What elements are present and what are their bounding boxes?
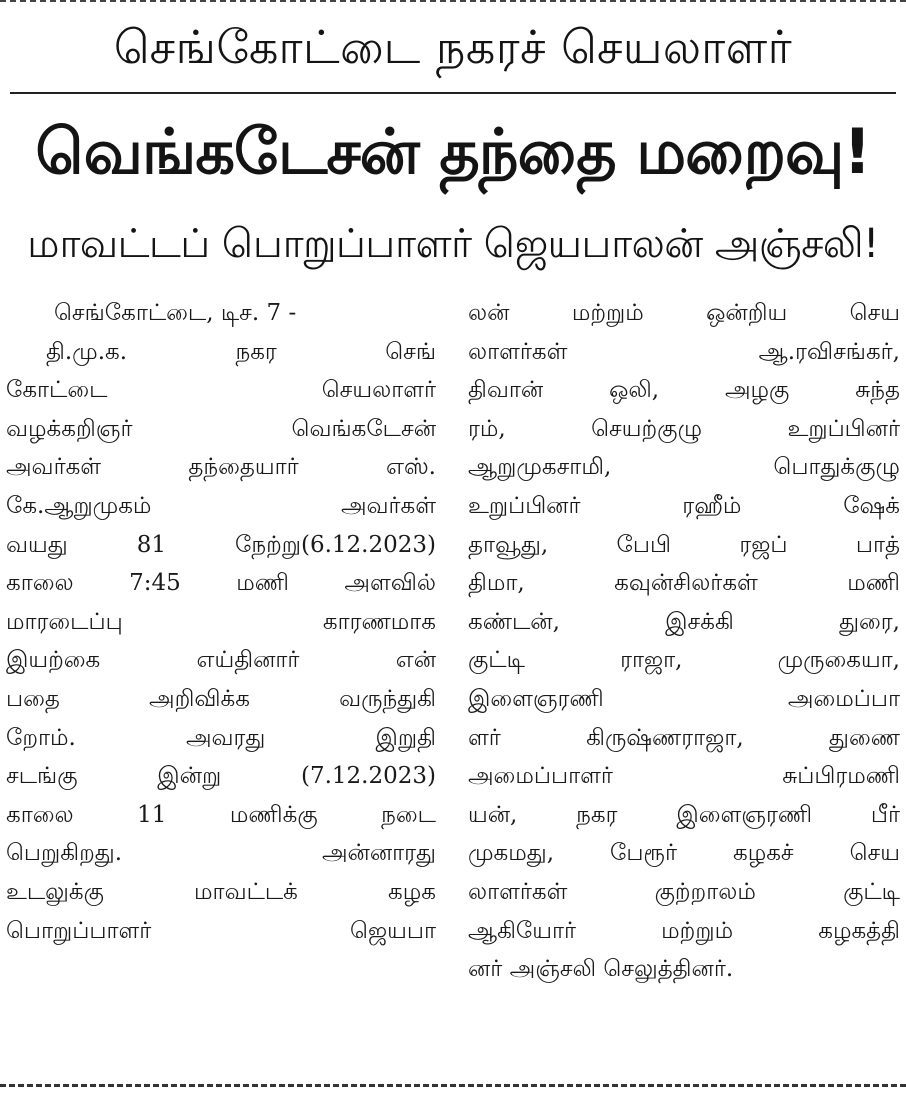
body-line: னர் அஞ்சலி செலுத்தினர்.: [468, 956, 734, 983]
body-line: உறுப்பினர் ரஹீம் ஷேக்: [468, 492, 900, 519]
body-line: லாளர்கள் குற்றாலம் குட்டி: [468, 878, 900, 905]
body-line: பொறுப்பாளர் ஜெயபா: [6, 917, 436, 944]
body-line: ரம், செயற்குழு உறுப்பினர்: [468, 415, 900, 442]
body-line: கோட்டை செயலாளர்: [6, 377, 436, 404]
body-line: கே.ஆறுமுகம் அவர்கள்: [6, 492, 436, 519]
bottom-dashed-rule: [0, 1084, 906, 1087]
body-line: அவர்கள் தந்தையார் எஸ்.: [6, 454, 436, 481]
body-line: ளர் கிருஷ்ணராஜா, துணை: [468, 724, 900, 751]
main-headline: வெங்கடேசன் தந்தை மறைவு!: [35, 115, 871, 188]
body-line: தாவூது, பேபி ரஜப் பாத்: [468, 531, 900, 558]
body-line: சடங்கு இன்று (7.12.2023): [6, 763, 436, 790]
body-line: யன், நகர இளைஞரணி பீர்: [468, 801, 900, 828]
body-line: லன் மற்றும் ஒன்றிய செய: [468, 300, 900, 326]
body-line: ஆறுமுகசாமி, பொதுக்குழு: [468, 454, 900, 481]
body-line: றோம். அவரது இறுதி: [6, 724, 436, 751]
body-line: கண்டன், இசக்கி துரை,: [468, 608, 900, 635]
body-line: தி.மு.க. நகர செங்: [46, 338, 436, 365]
body-line: வழக்கறிஞர் வெங்கடேசன்: [6, 415, 436, 442]
body-line: திவான் ஒலி, அழகு சுந்த: [468, 377, 900, 404]
body-line: காலை 11 மணிக்கு நடை: [6, 801, 436, 828]
body-line: மாரடைப்பு காரணமாக: [6, 608, 436, 635]
body-line: குட்டி ராஜா, முருகையா,: [468, 647, 900, 674]
body-line: லாளர்கள் ஆ.ரவிசங்கர்,: [468, 338, 900, 365]
body-line: முகமது, பேரூர் கழகச் செய: [468, 840, 900, 867]
body-line: பதை அறிவிக்க வருந்துகி: [6, 685, 436, 712]
sub-headline: மாவட்டப் பொறுப்பாளர் ஜெயபாலன் அஞ்சலி!: [27, 221, 879, 267]
article-column-left: [6, 294, 436, 950]
body-line: வயது 81 நேற்று(6.12.2023): [6, 531, 436, 558]
body-line: காலை 7:45 மணி அளவில்: [6, 570, 436, 597]
body-line: இளைஞரணி அமைப்பா: [468, 685, 900, 712]
body-line: ஆகியோர் மற்றும் கழகத்தி: [468, 917, 900, 944]
top-dashed-rule: [0, 0, 906, 4]
body-line: திமா, கவுன்சிலர்கள் மணி: [468, 570, 900, 597]
dateline: செங்கோட்டை, டிச. 7 -: [54, 300, 297, 326]
headline-divider: [10, 92, 896, 94]
kicker-headline: செங்கோட்டை நகரச் செயலாளர்: [113, 20, 793, 74]
article-column-right: [468, 294, 900, 989]
body-line: பெறுகிறது. அன்னாரது: [6, 840, 436, 867]
body-line: இயற்கை எய்தினார் என்: [6, 647, 436, 674]
body-line: அமைப்பாளர் சுப்பிரமணி: [468, 763, 900, 790]
body-line: உடலுக்கு மாவட்டக் கழக: [6, 878, 436, 905]
